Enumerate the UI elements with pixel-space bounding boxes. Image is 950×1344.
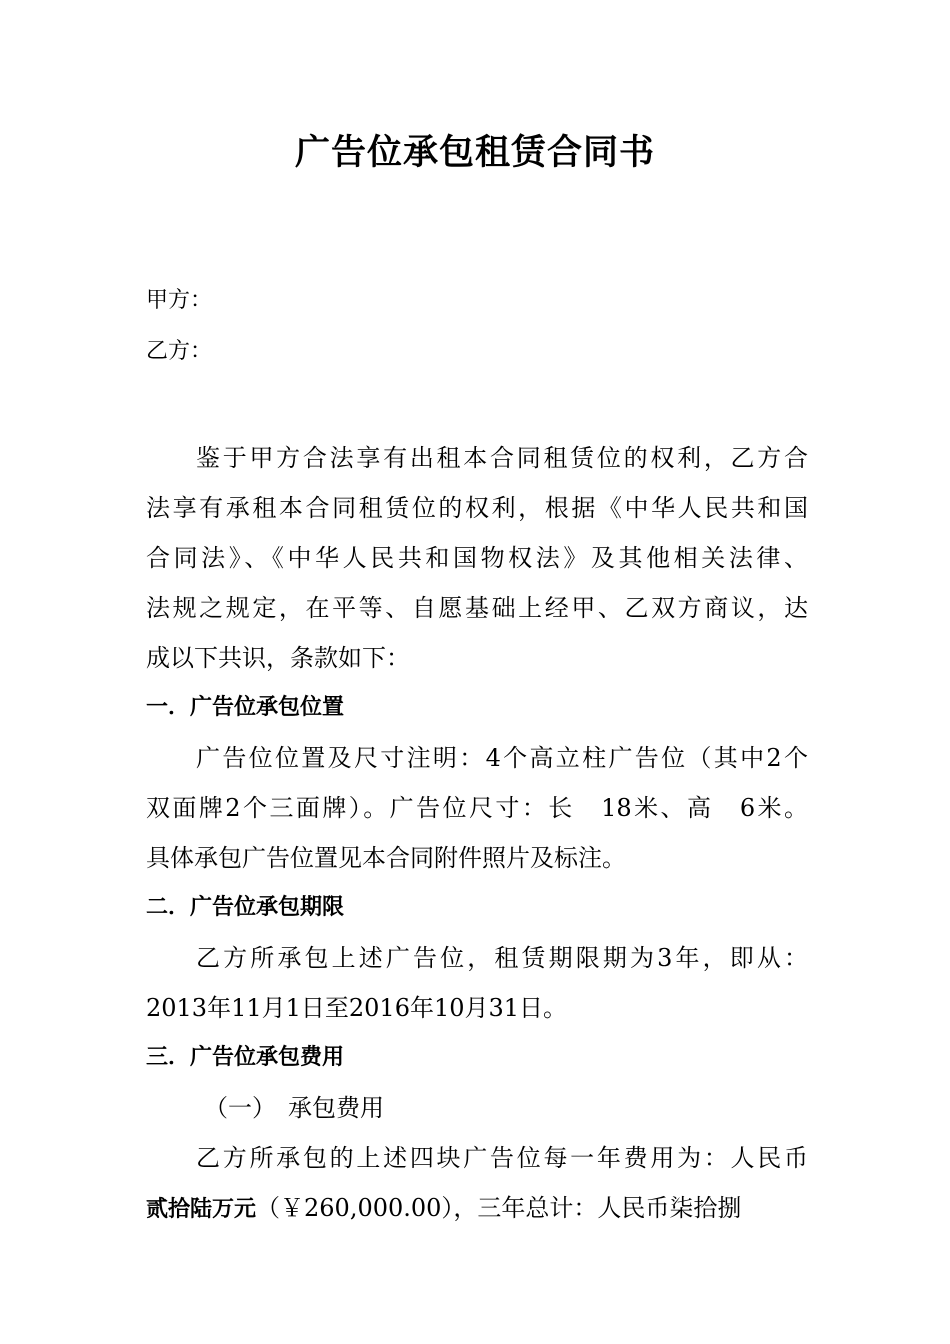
section-line-amount bbox=[146, 1183, 808, 1235]
section-heading-location: 一．广告位承包位置 bbox=[146, 695, 345, 720]
section-heading-term: 二．广告位承包期限 bbox=[146, 895, 345, 920]
preamble-line: 合同法》、《中华人民共和国物权法》及其他相关法律、 bbox=[146, 544, 808, 572]
section-line: 双面牌2个三面牌）。广告位尺寸：长 18米、高 6米。 bbox=[146, 794, 808, 822]
preamble-line: 成以下共识，条款如下： bbox=[146, 644, 410, 672]
preamble-line: 鉴于甲方合法享有出租本合同租赁位的权利，乙方合 bbox=[196, 444, 808, 472]
section-heading-fee: 三．广告位承包费用 bbox=[146, 1045, 345, 1070]
subsection-heading: （一） 承包费用 bbox=[204, 1094, 384, 1122]
amount-detail: （￥260,000.00），三年总计：人民币柒拾捌 bbox=[256, 1194, 742, 1222]
section-line: 具体承包广告位置见本合同附件照片及标注。 bbox=[146, 844, 626, 872]
section-line: 广告位位置及尺寸注明：4个高立柱广告位（其中2个 bbox=[196, 744, 808, 772]
party-a-label: 甲方： bbox=[146, 288, 213, 313]
section-line: 乙方所承包的上述四块广告位每一年费用为：人民币 bbox=[196, 1144, 808, 1172]
contract-body bbox=[146, 433, 808, 1235]
section-line: 乙方所承包上述广告位，租赁期限期为3年，即从： bbox=[196, 944, 808, 972]
party-b-label: 乙方： bbox=[146, 339, 213, 364]
preamble-line: 法享有承租本合同租赁位的权利，根据《中华人民共和国 bbox=[146, 494, 808, 522]
amount-in-words: 贰拾陆万元 bbox=[146, 1197, 257, 1222]
document-title: 广告位承包租赁合同书 bbox=[294, 133, 655, 173]
preamble-line: 法规之规定，在平等、自愿基础上经甲、乙双方商议，达 bbox=[146, 594, 808, 622]
section-line: 2013年11月1日至2016年10月31日。 bbox=[146, 994, 568, 1022]
